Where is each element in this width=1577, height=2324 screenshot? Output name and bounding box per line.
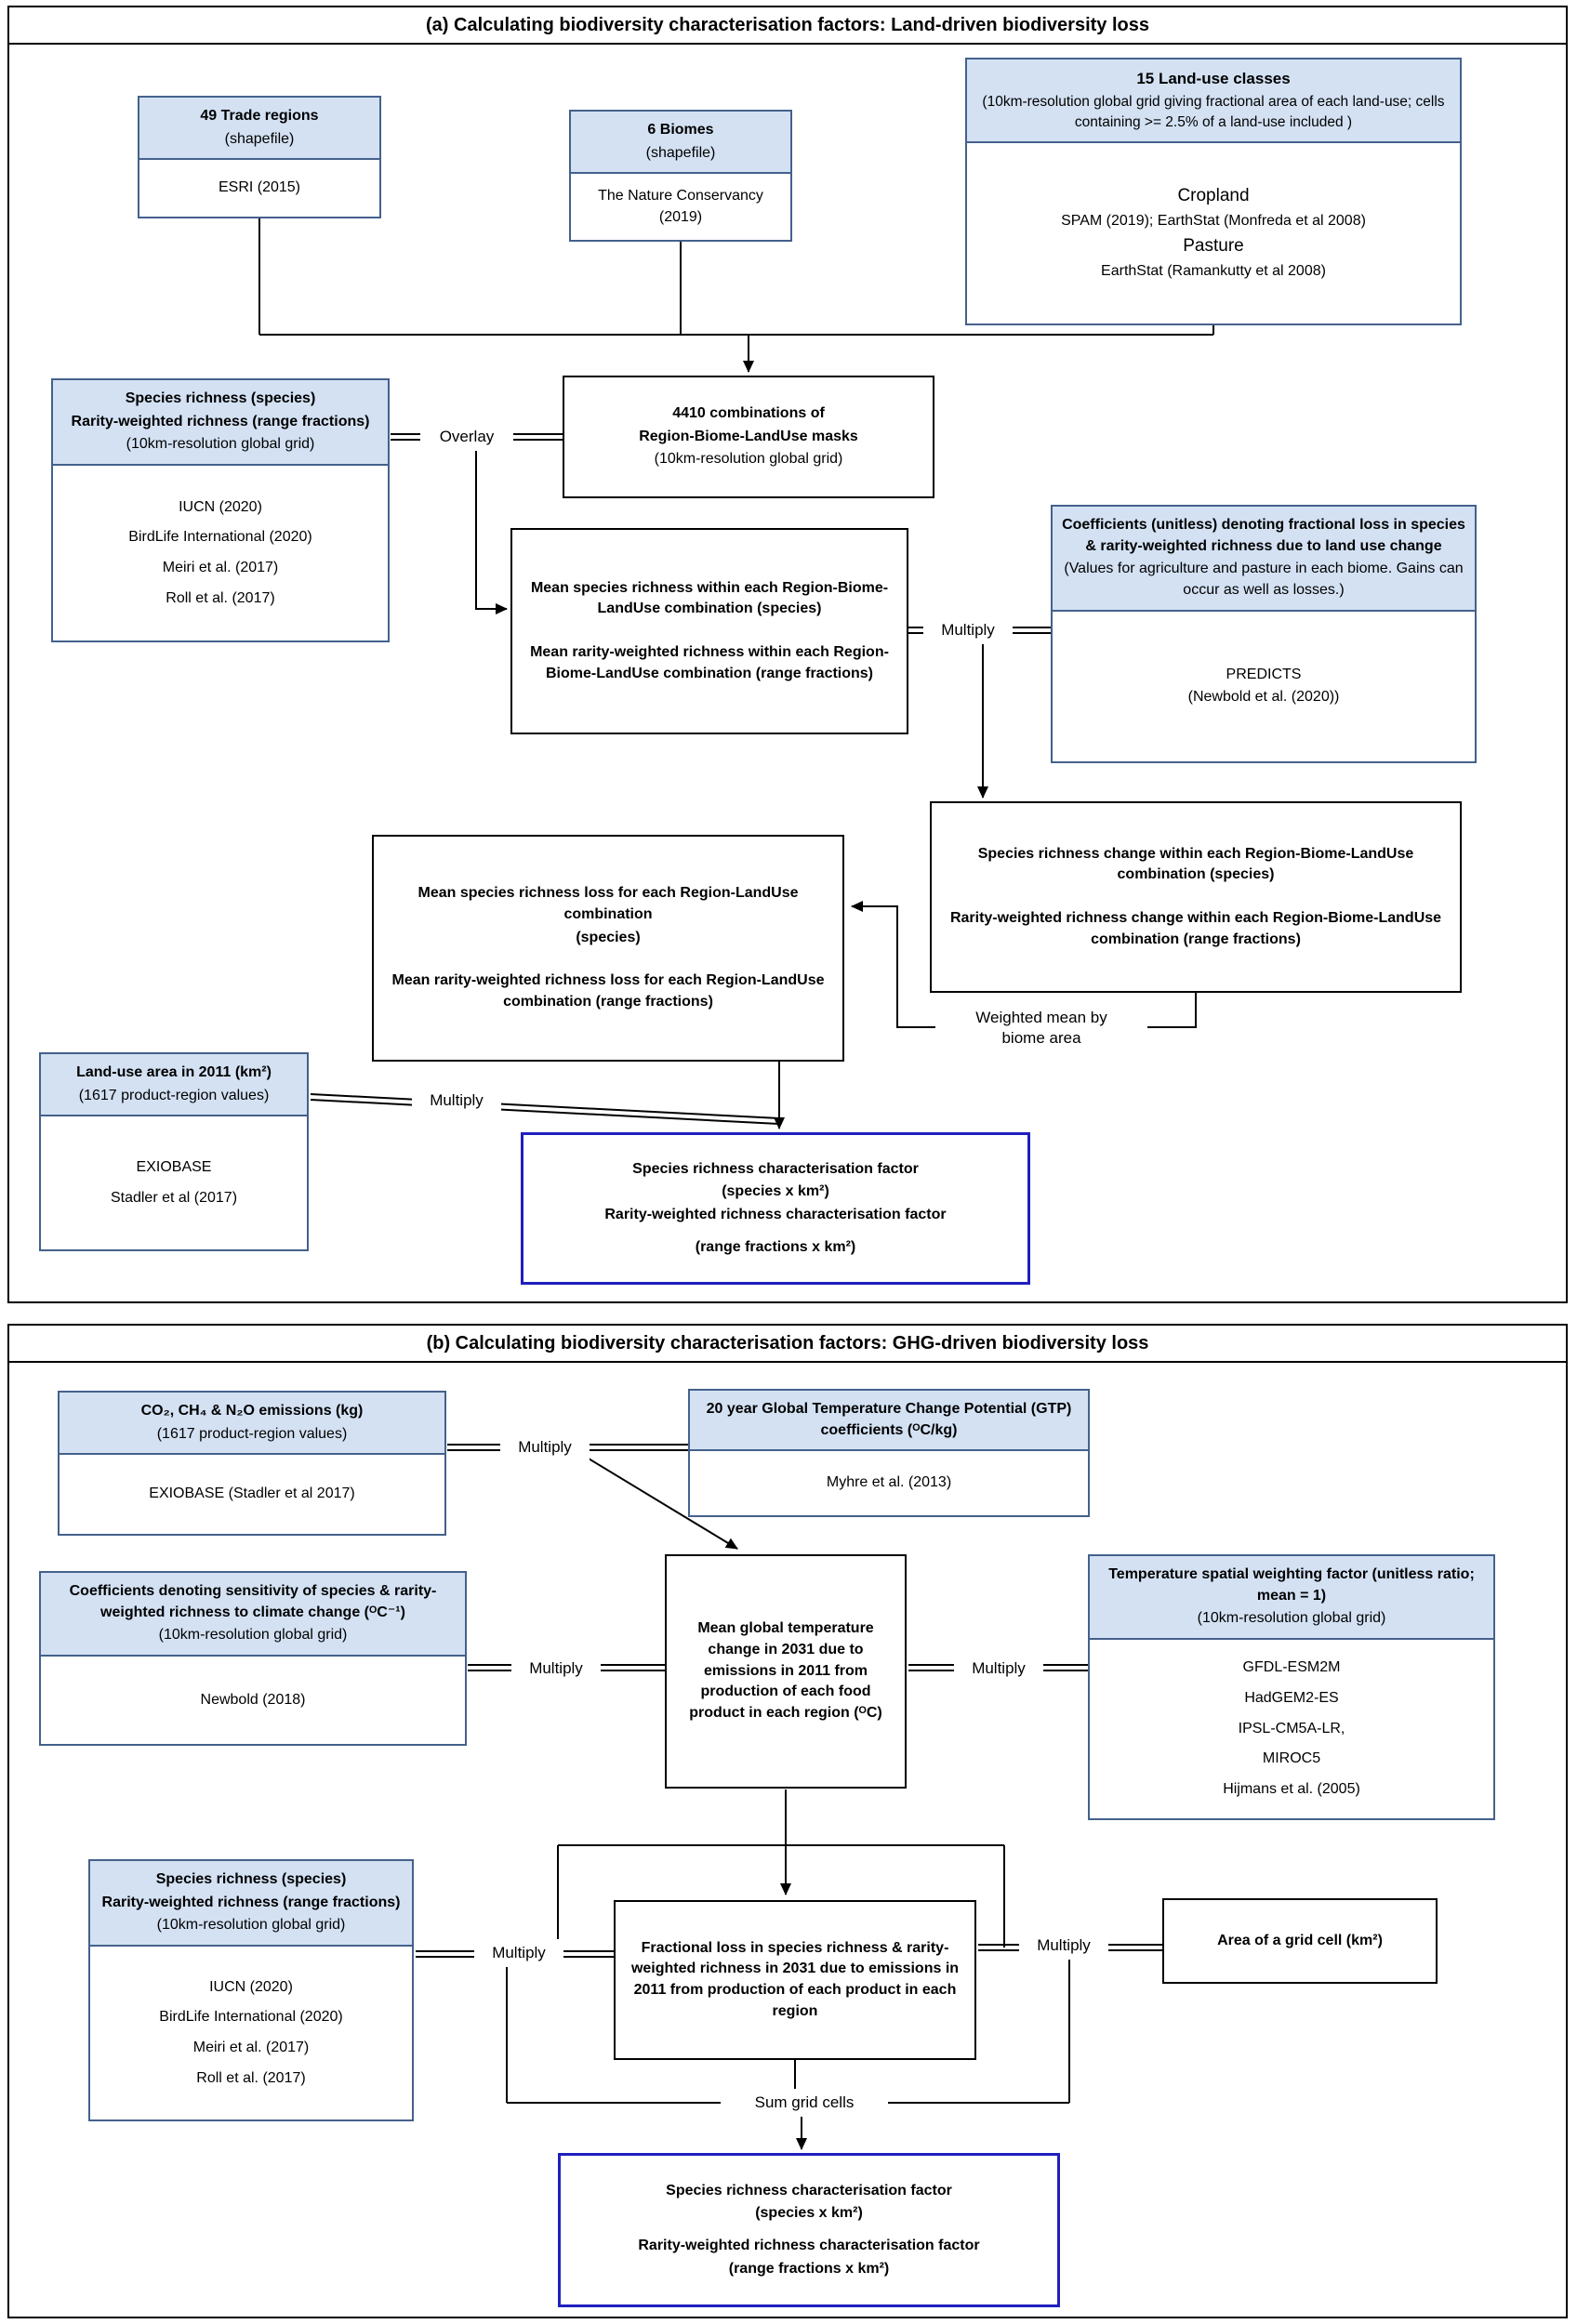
landuse-classes-body	[967, 143, 1460, 324]
output-a-line2: (species x km²)	[722, 1183, 829, 1200]
species-richness-a-source: Roll et al. (2017)	[166, 589, 275, 606]
spacer	[943, 887, 1449, 907]
mean-richness-para2: Mean rarity-weighted richness within each Region-Biome-LandUse combination (range fractions)	[530, 644, 889, 681]
biomes-subtitle: (shapefile)	[645, 144, 716, 161]
spacer	[385, 949, 831, 970]
box-fractional-loss	[614, 1900, 976, 2060]
box-sensitivity	[39, 1571, 467, 1746]
box-trade-regions	[138, 96, 381, 218]
species-richness-a-line2: Rarity-weighted richness (range fractions)	[71, 413, 370, 429]
combinations-line3: (10km-resolution global grid)	[654, 451, 843, 468]
label-multiply-b2: Multiply	[511, 1655, 601, 1683]
mean-loss-para1b: (species)	[576, 929, 641, 945]
sensitivity-bold: Coefficients denoting sensitivity of species & rarity-weighted richness to climate change (ᴼC⁻¹)	[69, 1583, 437, 1620]
species-richness-b-source: IUCN (2020)	[209, 1978, 293, 1995]
sensitivity-source: Newbold (2018)	[200, 1691, 306, 1708]
label-multiply-b5: Multiply	[1019, 1932, 1108, 1960]
spatial-weighting-bold: Temperature spatial weighting factor (unitless ratio; mean = 1)	[1108, 1566, 1475, 1604]
spatial-weighting-source: Hijmans et al. (2005)	[1223, 1781, 1360, 1798]
landuse-class-pasture: Pasture	[1183, 236, 1244, 257]
species-richness-a-source: Meiri et al. (2017)	[162, 560, 279, 576]
box-output-a	[521, 1132, 1030, 1285]
box-species-richness-a	[51, 378, 390, 642]
landuse-area-source1: EXIOBASE	[136, 1159, 212, 1175]
box-biomes	[569, 110, 792, 242]
output-a-line3: Rarity-weighted richness characterisation factor	[604, 1207, 947, 1222]
label-multiply-b1: Multiply	[500, 1433, 590, 1461]
landuse-area-source2: Stadler et al (2017)	[110, 1189, 238, 1206]
species-richness-a-source: IUCN (2020)	[179, 498, 262, 515]
coefficients-bold: Coefficients (unitless) denoting fractional loss in species & rarity-weighted richness due to land use change	[1062, 517, 1465, 554]
spatial-weighting-normal: (10km-resolution global grid)	[1197, 1610, 1386, 1627]
landuse-area-subtitle: (1617 product-region values)	[78, 1087, 270, 1103]
panel-a-title: (a) Calculating biodiversity characterisation factors: Land-driven biodiversity loss	[9, 7, 1566, 45]
biomes-header	[571, 112, 790, 174]
species-richness-a-source: BirdLife International (2020)	[128, 529, 312, 546]
species-richness-b-line2: Rarity-weighted richness (range fractions)	[101, 1894, 401, 1910]
landuse-area-title: Land-use area in 2011 (km²)	[76, 1064, 272, 1080]
species-richness-a-line1: Species richness (species)	[125, 390, 316, 406]
spatial-weighting-body	[1090, 1640, 1493, 1818]
mean-loss-para2: Mean rarity-weighted richness loss for each Region-LandUse combination (range fractions)	[391, 972, 825, 1010]
label-multiply-b3: Multiply	[954, 1655, 1043, 1683]
combinations-line1: 4410 combinations of	[672, 404, 825, 421]
trade-regions-subtitle: (shapefile)	[224, 130, 295, 147]
trade-regions-source: ESRI (2015)	[218, 179, 301, 196]
label-weighted-mean-line2: biome area	[1001, 1029, 1081, 1047]
box-landuse-classes	[965, 58, 1462, 325]
box-species-richness-b	[88, 1859, 414, 2121]
landuse-area-header	[41, 1054, 307, 1116]
emissions-title: CO₂, CH₄ & N₂O emissions (kg)	[140, 1403, 364, 1419]
spatial-weighting-source: HadGEM2-ES	[1244, 1690, 1339, 1706]
landuse-class-cropland-source: SPAM (2019); EarthStat (Monfreda et al 2008)	[1061, 213, 1366, 230]
output-a-line4: (range fractions x km²)	[695, 1238, 856, 1255]
landuse-classes-title: 15 Land-use classes	[1136, 70, 1291, 87]
species-richness-b-body	[90, 1947, 412, 2119]
landuse-area-body	[41, 1116, 307, 1249]
gtp-header	[690, 1391, 1088, 1451]
box-grid-area	[1162, 1898, 1438, 1984]
spatial-weighting-header	[1090, 1556, 1493, 1640]
label-overlay: Overlay	[420, 423, 513, 451]
box-emissions	[58, 1391, 446, 1536]
panel-b-title: (b) Calculating biodiversity characterisation factors: GHG-driven biodiversity loss	[9, 1326, 1566, 1363]
box-output-b	[558, 2153, 1060, 2307]
gtp-title: 20 year Global Temperature Change Potential (GTP) coefficients (ᴼC/kg)	[706, 1401, 1072, 1438]
box-mean-richness	[510, 528, 908, 734]
species-richness-b-header	[90, 1861, 412, 1947]
mean-richness-para1: Mean species richness within each Region-Biome-LandUse combination (species)	[530, 579, 889, 617]
richness-change-para2: Rarity-weighted richness change within each Region-Biome-LandUse combination (range fractions)	[949, 910, 1442, 947]
biomes-title: 6 Biomes	[647, 122, 714, 138]
species-richness-b-source: BirdLife International (2020)	[159, 2009, 343, 2026]
landuse-class-cropland: Cropland	[1177, 186, 1250, 206]
landuse-classes-subtitle: (10km-resolution global grid giving fractional area of each land-use; cells containing >= 2.5% of a land-use included )	[982, 94, 1445, 131]
box-mean-loss	[372, 835, 844, 1062]
label-weighted-mean	[935, 1002, 1147, 1054]
mean-loss-para1: Mean species richness loss for each Region-LandUse combination	[417, 885, 799, 922]
species-richness-b-line1: Species richness (species)	[155, 1871, 347, 1887]
sensitivity-normal: (10km-resolution global grid)	[158, 1627, 348, 1644]
box-mean-temp	[665, 1554, 907, 1789]
trade-regions-title: 49 Trade regions	[200, 108, 319, 124]
species-richness-b-line3: (10km-resolution global grid)	[156, 1917, 346, 1934]
species-richness-a-header	[53, 380, 388, 466]
output-b-line2: (species x km²)	[755, 2205, 863, 2222]
emissions-body	[60, 1455, 444, 1534]
coefficients-source2: (Newbold et al. (2020))	[1187, 689, 1340, 706]
mean-temp-text: Mean global temperature change in 2031 due to emissions in 2011 from production of each food product in each region (ᴼC)	[689, 1620, 882, 1722]
coefficients-header	[1053, 507, 1475, 612]
spacer	[572, 2225, 1046, 2235]
spatial-weighting-source: MIROC5	[1262, 1750, 1321, 1767]
output-b-line4: (range fractions x km²)	[728, 2260, 890, 2277]
output-b-line1: Species richness characterisation factor	[666, 2182, 952, 2199]
box-gtp	[688, 1389, 1090, 1517]
species-richness-a-body	[53, 466, 388, 640]
species-richness-b-source: Meiri et al. (2017)	[192, 2040, 310, 2056]
box-combinations	[563, 376, 934, 498]
label-multiply-b4: Multiply	[474, 1939, 563, 1967]
biomes-source: The Nature Conservancy (2019)	[598, 188, 763, 225]
sensitivity-body	[41, 1657, 465, 1744]
spacer	[523, 621, 895, 641]
landuse-classes-header	[967, 59, 1460, 143]
gtp-source: Myhre et al. (2013)	[826, 1474, 952, 1491]
spatial-weighting-source: IPSL-CM5A-LR,	[1238, 1720, 1345, 1736]
label-multiply-a2: Multiply	[412, 1087, 501, 1115]
trade-regions-body	[139, 160, 379, 217]
spacer	[535, 1227, 1016, 1236]
trade-regions-header	[139, 98, 379, 160]
coefficients-source1: PREDICTS	[1226, 666, 1302, 682]
species-richness-a-line3: (10km-resolution global grid)	[126, 436, 315, 453]
box-spatial-weighting	[1088, 1554, 1495, 1820]
label-sum-grid-cells: Sum grid cells	[721, 2089, 888, 2117]
spatial-weighting-source: GFDL-ESM2M	[1242, 1659, 1341, 1676]
emissions-subtitle: (1617 product-region values)	[156, 1425, 348, 1442]
sensitivity-header	[41, 1573, 465, 1657]
gtp-body	[690, 1451, 1088, 1515]
richness-change-para1: Species richness change within each Region-Biome-LandUse combination (species)	[977, 845, 1414, 883]
emissions-source: EXIOBASE (Stadler et al 2017)	[149, 1486, 355, 1502]
biomes-body	[571, 174, 790, 240]
box-richness-change	[930, 801, 1462, 993]
grid-area-text: Area of a grid cell (km²)	[1217, 1932, 1383, 1948]
combinations-line2: Region-Biome-LandUse masks	[639, 428, 858, 444]
fractional-loss-text: Fractional loss in species richness & rarity-weighted richness in 2031 due to emissions in 2011 from production of each product in each region	[630, 1939, 960, 2019]
box-coefficients	[1051, 505, 1477, 763]
coefficients-body	[1053, 612, 1475, 761]
box-landuse-area	[39, 1052, 309, 1251]
coefficients-normal: (Values for agriculture and pasture in each biome. Gains can occur as well as losses.)	[1064, 561, 1464, 599]
emissions-header	[60, 1393, 444, 1455]
output-a-line1: Species richness characterisation factor	[632, 1160, 919, 1177]
species-richness-b-source: Roll et al. (2017)	[196, 2069, 306, 2086]
landuse-class-pasture-source: EarthStat (Ramankutty et al 2008)	[1101, 263, 1326, 280]
output-b-line3: Rarity-weighted richness characterisation factor	[638, 2238, 980, 2253]
label-multiply-a1: Multiply	[923, 616, 1013, 644]
label-weighted-mean-line1: Weighted mean by	[975, 1008, 1107, 1026]
